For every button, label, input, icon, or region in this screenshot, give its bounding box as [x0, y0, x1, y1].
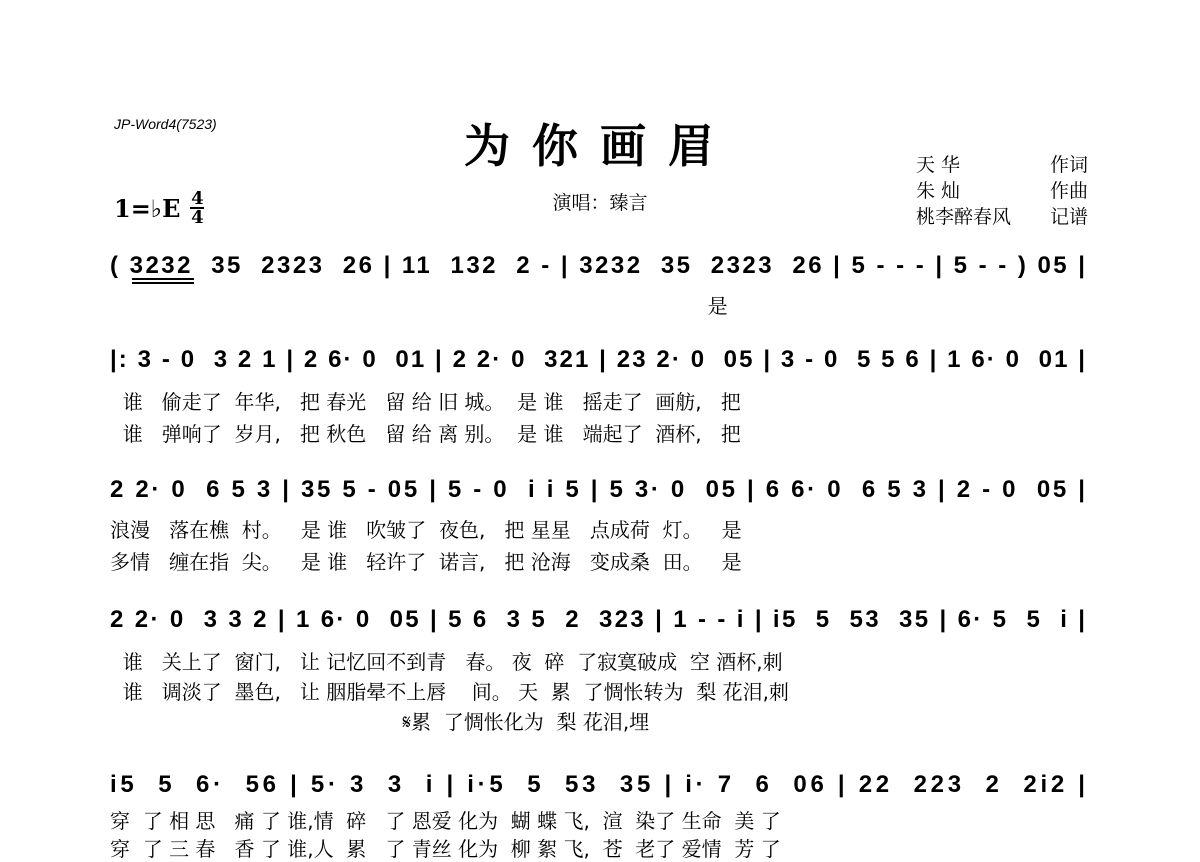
lyric-line-1: 谁 关上了 窗门, 让 记忆回不到青 春。 夜 碎 了寂寞破成 空 酒杯,刺 — [110, 650, 783, 674]
time-signature — [190, 190, 204, 226]
notation-text: 2 2· 0 6 5 3 | 35 5 - 05 | 5 - 0 i i 5 | 5 3· 0 05 | 6 6· 0 6 5 3 | 2 - 0 05 | — [110, 476, 1086, 503]
notation-text: 2 2· 0 3 3 2 | 1 6· 0 05 | 5 6 3 5 2 323 | 1 - - i | i5 5 53 35 | 6· 5 5 i | — [110, 606, 1085, 633]
score-system-1 — [110, 246, 1090, 318]
key-signature — [114, 190, 204, 226]
singer-credit: 演唱：臻言 — [552, 192, 648, 214]
lyric-line-2: 谁 调淡了 墨色, 让 胭脂晕不上唇 间。 天 累 了惆怅转为 梨 花泪,刺 — [110, 680, 789, 704]
notation-text: ( 3232 35 2323 26 | 11 132 2 - | 3232 35 2323 26 | 5 - - - | 5 - - ) 05 | — [110, 252, 1086, 279]
notation-row-2 — [110, 340, 1090, 380]
lyric-line-2: 谁 弹响了 岁月, 把 秋色 留 给 离 别。 是 谁 端起了 酒杯, 把 — [110, 422, 741, 446]
lyric-line-1: 浪漫 落在樵 村。 是 谁 吹皱了 夜色, 把 星星 点成荷 灯。 是 — [110, 518, 742, 542]
notation-text: |: 3 - 0 3 2 1 | 2 6· 0 01 | 2 2· 0 321 | 23 2· 0 05 | 3 - 0 5 5 6 | 1 6· 0 01 | — [110, 346, 1086, 373]
lyric-line-2: 多情 缠在指 尖。 是 谁 轻许了 诺言, 把 沧海 变成桑 田。 是 — [110, 550, 742, 574]
lyricist-name: 天 华 — [916, 154, 961, 176]
notation-row-4 — [110, 600, 1090, 640]
composer-name: 朱 灿 — [916, 180, 961, 202]
notation-row-1 — [110, 246, 1090, 286]
score-system-3 — [110, 470, 1090, 574]
transcriber-name: 桃李醉春风 — [916, 206, 1012, 228]
lyric-line-1: 穿 了 相 思 痛 了 谁,情 碎 了 恩爱 化为 蝴 蝶 飞, 渲 染了 生命 美 了 — [110, 809, 781, 833]
song-title: 为你画眉 — [464, 119, 736, 173]
lyric-line-3: 𝄋累 了惆怅化为 梨 花泪,埋 — [110, 710, 650, 734]
score-system-5 — [110, 765, 1090, 861]
watermark: JP-Word4(7523) — [114, 116, 217, 132]
score-system-4 — [110, 600, 1090, 734]
lyric-line-1: 是 — [110, 294, 728, 318]
notation-row-3 — [110, 470, 1090, 510]
composer-credit — [916, 176, 1088, 203]
transcriber-role: 记谱 — [1049, 206, 1088, 228]
lyric-line-1: 谁 偷走了 年华, 把 春光 留 给 旧 城。 是 谁 摇走了 画舫, 把 — [110, 390, 741, 414]
score-system-2 — [110, 340, 1090, 446]
lyricist-credit — [916, 150, 1088, 177]
key-label: 1=♭E — [114, 193, 181, 223]
notation-text: i5 5 6· 56 | 5· 3 3 i | i·5 5 53 35 | i· 7 6 06 | 22 223 2 2i2 | — [110, 771, 1085, 798]
composer-role: 作曲 — [1049, 180, 1088, 202]
time-bottom: 4 — [191, 207, 204, 228]
lyric-line-2: 穿 了 三 春 香 了 谁,人 累 了 青丝 化为 柳 絮 飞, 苍 老了 爱情 芳 了 — [110, 837, 781, 861]
notation-row-5 — [110, 765, 1090, 805]
time-top: 4 — [191, 188, 204, 209]
lyricist-role: 作词 — [1049, 154, 1088, 176]
transcriber-credit — [916, 202, 1088, 229]
